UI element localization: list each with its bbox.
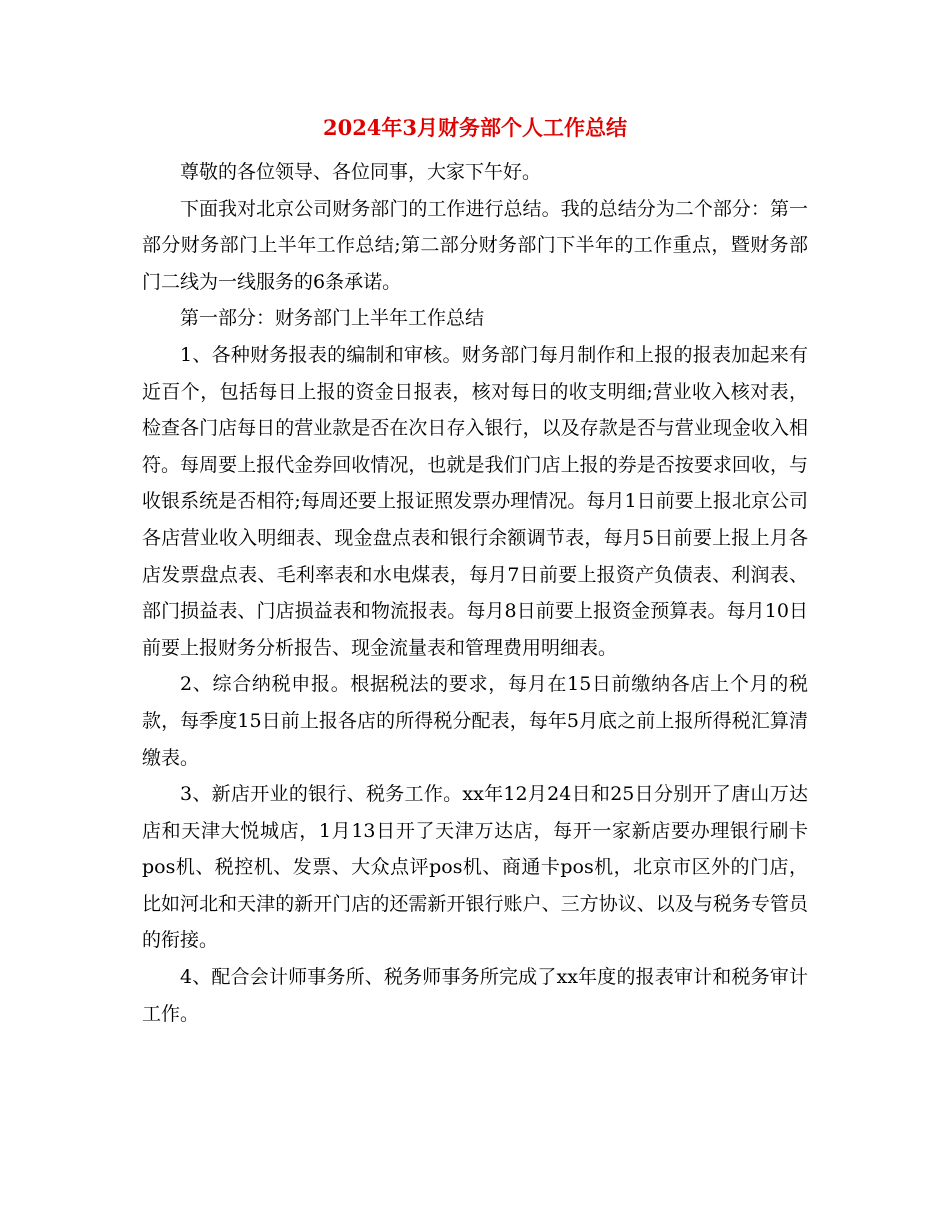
item-1-paragraph: 1、各种财务报表的编制和审核。财务部门每月制作和上报的报表加起来有近百个，包括每日上报的资金日报表，核对每日的收支明细;营业收入核对表，检查各门店每日的营业款是否在次日存入银行，以及存款是否与营业现金收入相符。每周要上报代金券回收情况，也就是我们门店上报的券是否按要求回收，与收银系统是否相符;每周还要上报证照发票办理情况。每月1日前要上报北京公司各店营业收入明细表、现金盘点表和银行余额调节表，每月5日前要上报上月各店发票盘点表、毛利率表和水电煤表，每月7日前要上报资产负债表、利润表、部门损益表、门店损益表和物流报表。每月8日前要上报资金预算表。每月10日前要上报财务分析报告、现金流量表和管理费用明细表。 [142, 343, 808, 659]
item-2-paragraph: 2、综合纳税申报。根据税法的要求，每月在15日前缴纳各店上个月的税款，每季度15日前上报各店的所得税分配表，每年5月底之前上报所得税汇算清缴表。 [142, 673, 808, 769]
greeting-paragraph: 尊敬的各位领导、各位同事，大家下午好。 [180, 161, 542, 183]
section-heading: 第一部分：财务部门上半年工作总结 [180, 307, 485, 330]
document-title: 2024年3月财务部个人工作总结 [322, 115, 628, 140]
document-body [142, 154, 808, 1032]
item-4-paragraph: 4、配合会计师事务所、税务师事务所完成了xx年度的报表审计和税务审计工作。 [142, 966, 808, 1025]
item-3-paragraph: 3、新店开业的银行、税务工作。xx年12月24日和25日分别开了唐山万达店和天津大悦城店，1月13日开了天津万达店，每开一家新店要办理银行刷卡pos机、税控机、发票、大众点评pos机、商通卡pos机，北京市区外的门店，比如河北和天津的新开门店的还需新开银行账户、三方协议、以及与税务专管员的衔接。 [142, 783, 808, 952]
intro-paragraph: 下面我对北京公司财务部门的工作进行总结。我的总结分为二个部分：第一部分财务部门上半年工作总结;第二部分财务部门下半年的工作重点，暨财务部门二线为一线服务的6条承诺。 [142, 197, 808, 293]
